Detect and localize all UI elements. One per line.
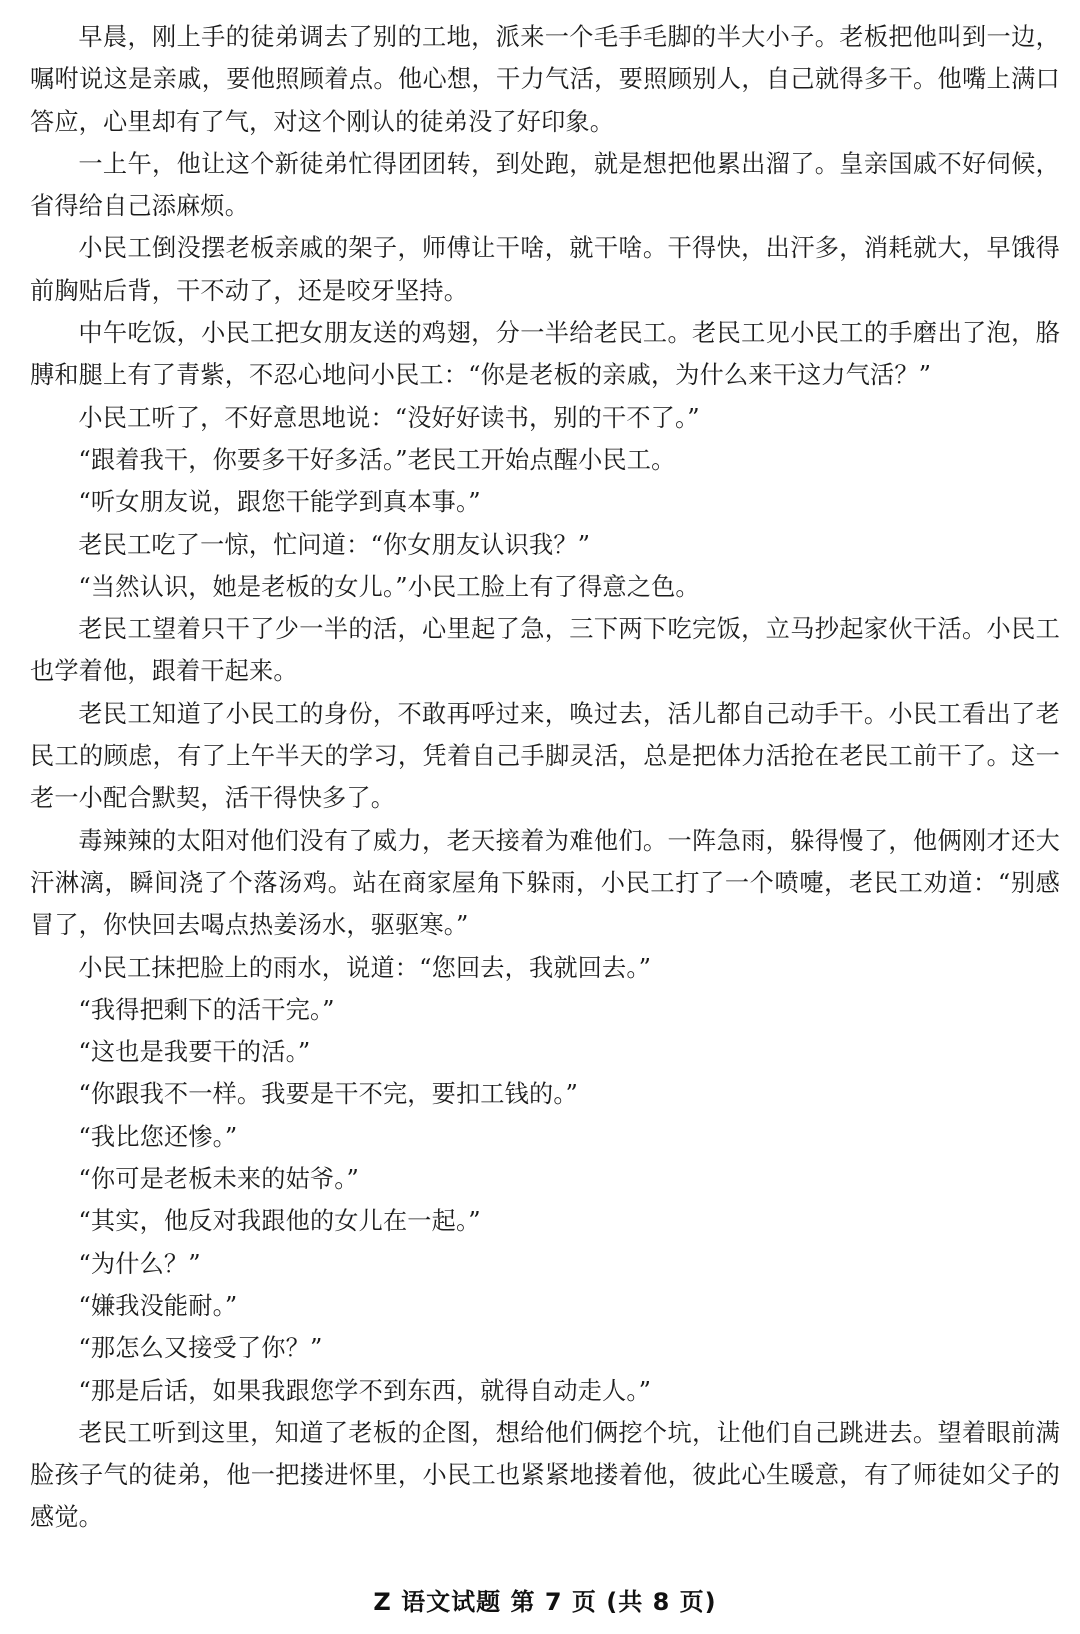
paragraph-4: 中午吃饭，小民工把女朋友送的鸡翅，分一半给老民工。老民工见小民工的手磨出了泡，胳膊和腿上有了青紫，不忍心地问小民工：“你是老板的亲戚，为什么来干这力气活？”: [30, 319, 1060, 390]
paragraph-15: “这也是我要干的活。”: [78, 1038, 311, 1067]
paragraph-22: “那怎么又接受了你？”: [78, 1334, 323, 1363]
paragraph-3: 小民工倒没摆老板亲戚的架子，师傅让干啥，就干啥。干得快，出汗多，消耗就大，早饿得前胸贴后背，干不动了，还是咬牙坚持。: [30, 234, 1060, 305]
paragraph-24: 老民工听到这里，知道了老板的企图，想给他们俩挖个坑，让他们自己跳进去。望着眼前满脸孩子气的徒弟，他一把搂进怀里，小民工也紧紧地搂着他，彼此心生暖意，有了师徒如父子的感觉。: [30, 1418, 1060, 1532]
exam-page: [30, 16, 1060, 1616]
paragraph-23: “那是后话，如果我跟您学不到东西，就得自动走人。”: [78, 1376, 652, 1405]
paragraph-21: “嫌我没能耐。”: [78, 1291, 238, 1320]
paragraph-8: 老民工吃了一惊，忙问道：“你女朋友认识我？”: [78, 530, 591, 559]
paragraph-10: 老民工望着只干了少一半的活，心里起了急，三下两下吃完饭，立马抄起家伙干活。小民工也学着他，跟着干起来。: [30, 615, 1060, 686]
paragraph-12: 毒辣辣的太阳对他们没有了威力，老天接着为难他们。一阵急雨，躲得慢了，他俩刚才还大汗淋漓，瞬间浇了个落汤鸡。站在商家屋角下躲雨，小民工打了一个喷嚏，老民工劝道：“别感冒了，你快回去喝点热姜汤水，驱驱寒。”: [30, 826, 1060, 940]
paragraph-16: “你跟我不一样。我要是干不完，要扣工钱的。”: [78, 1080, 579, 1109]
paragraph-6: “跟着我干，你要多干好多活。”老民工开始点醒小民工。: [78, 445, 676, 474]
story-text: [30, 16, 1060, 1539]
paragraph-5: 小民工听了，不好意思地说：“没好好读书，别的干不了。”: [78, 403, 700, 432]
paragraph-7: “听女朋友说，跟您干能学到真本事。”: [78, 488, 481, 517]
paragraph-11: 老民工知道了小民工的身份，不敢再呼过来，唤过去，活儿都自己动手干。小民工看出了老民工的顾虑，有了上午半天的学习，凭着自己手脚灵活，总是把体力活抢在老民工前干了。这一老一小配合默契，活干得快多了。: [30, 699, 1060, 813]
paragraph-9: “当然认识，她是老板的女儿。”小民工脸上有了得意之色。: [78, 572, 700, 601]
paragraph-20: “为什么？”: [78, 1249, 201, 1278]
paragraph-17: “我比您还惨。”: [78, 1122, 238, 1151]
paragraph-2: 一上午，他让这个新徒弟忙得团团转，到处跑，就是想把他累出溜了。皇亲国戚不好伺候，省得给自己添麻烦。: [30, 149, 1060, 221]
paragraph-1: 早晨，刚上手的徒弟调去了别的工地，派来一个毛手毛脚的半大小子。老板把他叫到一边，嘱咐说这是亲戚，要他照顾着点。他心想，干力气活，要照顾别人，自己就得多干。他嘴上满口答应，心里却有了气，对这个刚认的徒弟没了好印象。: [30, 23, 1060, 136]
paragraph-13: 小民工抹把脸上的雨水，说道：“您回去，我就回去。”: [78, 953, 652, 982]
page-footer: Z 语文试题 第 7 页 (共 8 页): [373, 1588, 717, 1616]
paragraph-14: “我得把剩下的活干完。”: [78, 995, 335, 1024]
paragraph-19: “其实，他反对我跟他的女儿在一起。”: [78, 1207, 481, 1236]
paragraph-18: “你可是老板未来的姑爷。”: [78, 1165, 360, 1194]
